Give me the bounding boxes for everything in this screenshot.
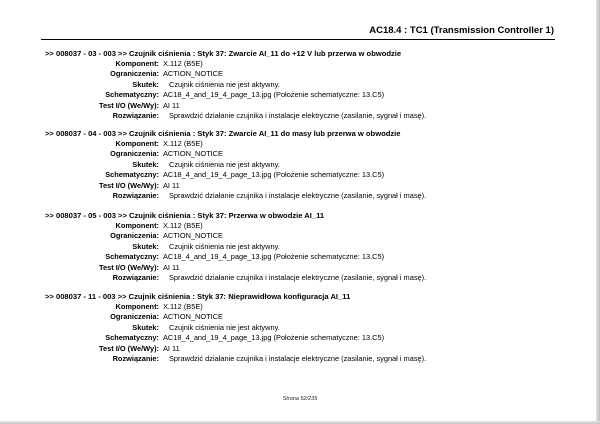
field-row-rozwiazanie — [46, 111, 566, 121]
field-label: Schematyczny: — [105, 252, 159, 262]
field-label: Skutek: — [132, 79, 159, 89]
field-value: Czujnik ciśnienia nie jest aktywny. — [169, 159, 280, 169]
field-row-komponent — [46, 302, 566, 312]
field-row-schematyczny — [46, 252, 566, 262]
field-value: ACTION_NOTICE — [163, 149, 223, 159]
field-row-test-io — [46, 344, 566, 354]
field-value: AC18_4_and_19_4_page_13.jpg (Położenie schematyczne: 13.C5) — [163, 90, 385, 100]
field-row-skutek — [46, 242, 566, 252]
field-label: Schematyczny: — [105, 333, 159, 343]
field-row-test-io — [46, 263, 566, 273]
field-value: ACTION_NOTICE — [163, 312, 223, 322]
field-row-komponent — [46, 221, 566, 231]
field-label: Rozwiązanie: — [112, 190, 159, 200]
field-value: Sprawdzić działanie czujnika i instalacje elektryczne (zasilanie, sygnał i masę). — [169, 190, 427, 200]
field-row-rozwiazanie — [46, 354, 566, 364]
field-label: Rozwiązanie: — [112, 110, 159, 120]
field-label: Rozwiązanie: — [112, 272, 159, 282]
field-row-ograniczenia — [46, 69, 566, 79]
header-divider — [41, 39, 555, 40]
field-label: Komponent: — [115, 139, 159, 148]
field-label: Komponent: — [115, 221, 159, 230]
field-value: ACTION_NOTICE — [163, 231, 223, 241]
field-label: Ograniczenia: — [110, 149, 159, 159]
field-value: Sprawdzić działanie czujnika i instalacje elektryczne (zasilanie, sygnał i masę). — [169, 353, 427, 363]
field-row-skutek — [46, 160, 566, 170]
field-label: Rozwiązanie: — [112, 353, 159, 363]
field-value: AI 11 — [163, 100, 180, 110]
field-value: AC18_4_and_19_4_page_13.jpg (Położenie schematyczne: 13.C5) — [163, 252, 385, 262]
field-label: Skutek: — [132, 241, 159, 251]
field-value: AC18_4_and_19_4_page_13.jpg (Położenie schematyczne: 13.C5) — [163, 333, 385, 343]
field-value: X.112 (B5E) — [163, 59, 203, 68]
fault-entry — [46, 292, 566, 364]
field-value: ACTION_NOTICE — [163, 69, 223, 79]
field-label: Test I/O (We/Wy): — [99, 262, 159, 272]
field-row-schematyczny — [46, 170, 566, 180]
field-value: X.112 (B5E) — [163, 139, 203, 148]
field-label: Schematyczny: — [105, 90, 159, 100]
field-row-rozwiazanie — [46, 273, 566, 283]
field-row-rozwiazanie — [46, 191, 566, 201]
field-value: AI 11 — [163, 180, 180, 190]
fault-title: >> 008037 - 03 - 003 >> Czujnik ciśnienia : Styk 37: Zwarcie AI_11 do +12 V lub przerwa w obwodzie — [45, 49, 402, 58]
field-label: Komponent: — [115, 59, 159, 68]
fault-entry — [46, 211, 566, 283]
page-number: Strona 52/235 — [282, 396, 318, 402]
field-row-komponent — [46, 59, 566, 69]
field-row-schematyczny — [46, 90, 566, 100]
field-label: Ograniczenia: — [110, 231, 159, 241]
field-row-komponent — [46, 139, 566, 149]
fault-title: >> 008037 - 11 - 003 >> Czujnik ciśnienia : Styk 37: Nieprawidłowa konfiguracja AI_11 — [45, 292, 351, 301]
field-value: Sprawdzić działanie czujnika i instalacje elektryczne (zasilanie, sygnał i masę). — [169, 110, 427, 120]
fault-entry — [46, 129, 566, 201]
page-header-title: AC18.4 : TC1 (Transmission Controller 1) — [369, 25, 554, 36]
fault-title: >> 008037 - 05 - 003 >> Czujnik ciśnienia : Styk 37: Przerwa w obwodzie AI_11 — [45, 211, 325, 220]
field-value: AI 11 — [163, 343, 180, 353]
field-value: AC18_4_and_19_4_page_13.jpg (Położenie schematyczne: 13.C5) — [163, 170, 385, 180]
field-label: Ograniczenia: — [110, 312, 159, 322]
fault-title: >> 008037 - 04 - 003 >> Czujnik ciśnienia : Styk 37: Zwarcie AI_11 do masy lub przerwa w obwodzie — [45, 129, 401, 138]
page-edge-shadow — [596, 0, 600, 424]
field-value: Czujnik ciśnienia nie jest aktywny. — [169, 79, 280, 89]
field-value: X.112 (B5E) — [163, 221, 203, 230]
field-label: Test I/O (We/Wy): — [99, 100, 159, 110]
field-value: X.112 (B5E) — [163, 302, 203, 311]
field-row-skutek — [46, 80, 566, 90]
field-row-ograniczenia — [46, 231, 566, 241]
field-value: Czujnik ciśnienia nie jest aktywny. — [169, 322, 280, 332]
field-label: Ograniczenia: — [110, 69, 159, 79]
field-label: Schematyczny: — [105, 170, 159, 180]
field-row-test-io — [46, 181, 566, 191]
field-label: Test I/O (We/Wy): — [99, 180, 159, 190]
field-label: Skutek: — [132, 159, 159, 169]
field-label: Komponent: — [115, 302, 159, 311]
field-label: Test I/O (We/Wy): — [99, 343, 159, 353]
field-row-ograniczenia — [46, 312, 566, 322]
field-value: Sprawdzić działanie czujnika i instalacje elektryczne (zasilanie, sygnał i masę). — [169, 272, 427, 282]
field-row-skutek — [46, 323, 566, 333]
field-row-test-io — [46, 101, 566, 111]
field-value: Czujnik ciśnienia nie jest aktywny. — [169, 241, 280, 251]
field-label: Skutek: — [132, 322, 159, 332]
field-value: AI 11 — [163, 262, 180, 272]
field-row-ograniczenia — [46, 149, 566, 159]
field-row-schematyczny — [46, 333, 566, 343]
fault-entry — [46, 49, 566, 121]
